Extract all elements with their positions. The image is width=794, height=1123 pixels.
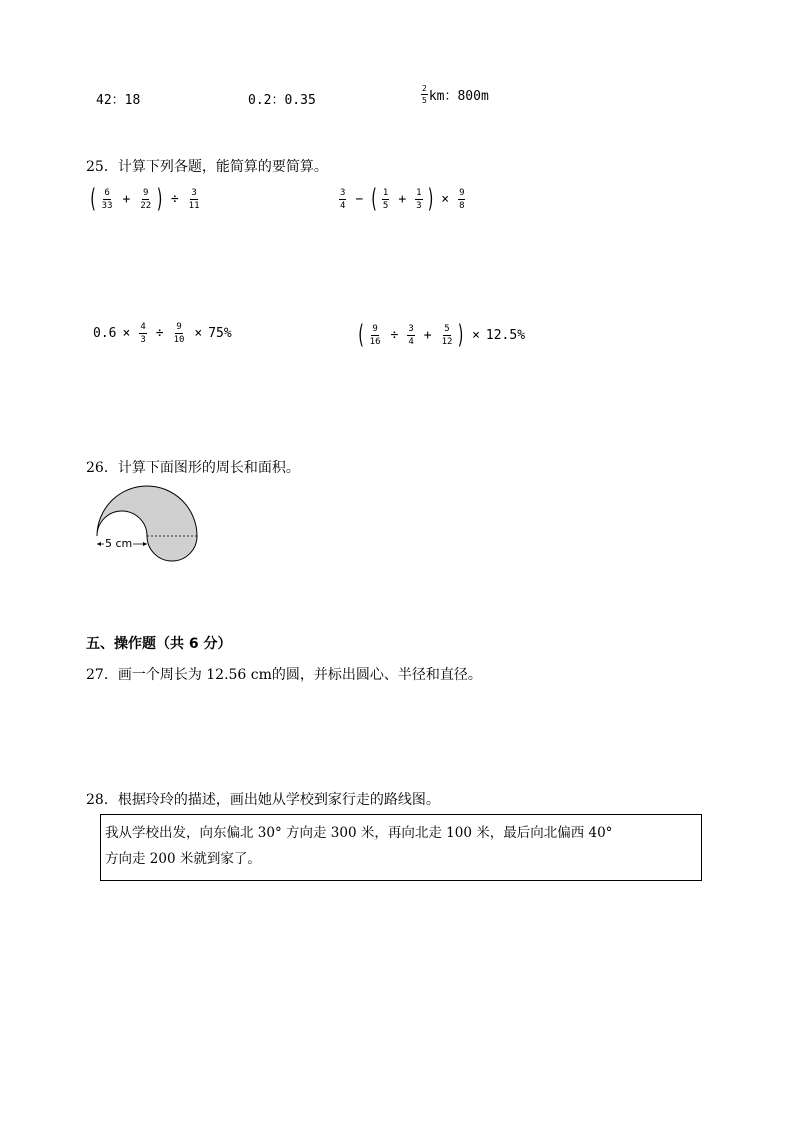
q25-expression-1: [88, 186, 204, 212]
description-line-2: 方向走 200 米就到家了。: [105, 851, 261, 867]
decimal-value: 0.6: [93, 326, 117, 341]
ratio-2: 0.2：0.35: [248, 93, 316, 108]
times-operator: ×: [194, 326, 203, 341]
question-26-title: 26．计算下面图形的周长和面积。: [86, 460, 300, 476]
q25-expression-2: [336, 186, 468, 212]
times-operator: ×: [441, 191, 450, 207]
fraction-denominator: 3: [416, 200, 422, 211]
fraction: [441, 324, 454, 347]
fraction-numerator: 9: [372, 323, 378, 334]
fraction-numerator: 1: [416, 187, 422, 198]
arrow-right-icon: [143, 542, 147, 546]
question-27-title: 27．画一个周长为 12.56 cm的圆，并标出圆心、半径和直径。: [86, 667, 482, 683]
arrow-left-icon: [97, 542, 101, 546]
plus-operator: +: [398, 191, 407, 207]
fraction: [101, 188, 114, 211]
question-25-title: 25．计算下列各题，能简算的要简算。: [86, 159, 328, 175]
fraction-denominator: 10: [173, 335, 185, 345]
question-28-title: 28．根据玲玲的描述，画出她从学校到家行走的路线图。: [86, 792, 440, 808]
fraction: [139, 188, 152, 211]
fraction-denominator: 22: [140, 200, 152, 211]
fraction-numerator: 2: [422, 84, 427, 93]
fraction-denominator: 4: [408, 336, 414, 347]
shaded-semicircle-figure: [90, 480, 206, 566]
percent-value: 75%: [208, 326, 232, 341]
fraction-numerator: 3: [408, 323, 414, 334]
fraction: [139, 322, 146, 345]
q25-expression-4: [356, 322, 525, 348]
fraction-numerator: 9: [143, 187, 149, 198]
ratio-3-fraction: [421, 84, 428, 105]
fraction-numerator: 4: [140, 322, 146, 332]
fraction: [382, 188, 389, 211]
right-paren: ): [456, 320, 466, 350]
dimension-label: 5 cm: [105, 537, 133, 550]
fraction-numerator: 1: [382, 187, 389, 198]
right-paren: ): [426, 184, 435, 214]
times-operator: ×: [122, 326, 131, 341]
fraction-denominator: 33: [101, 200, 113, 211]
fraction-denominator: 8: [459, 200, 465, 211]
fraction-denominator: 12: [441, 336, 453, 347]
divide-operator: ÷: [390, 327, 399, 343]
fraction-numerator: 3: [191, 187, 197, 198]
right-paren: ): [155, 184, 165, 214]
fraction-numerator: 6: [104, 187, 110, 198]
fraction: [415, 188, 422, 211]
q25-expression-3: [93, 322, 232, 345]
fraction: [339, 188, 346, 211]
fraction-numerator: 3: [340, 187, 346, 198]
fraction: [188, 188, 201, 211]
description-box: [100, 814, 702, 881]
fraction-numerator: 9: [176, 322, 182, 332]
left-paren: (: [369, 184, 379, 214]
ratio-1: 42：18: [96, 93, 141, 108]
ratio-3-text: km：800m: [428, 89, 489, 104]
description-line-1: 我从学校出发，向东偏北 30° 方向走 300 米，再向北走 100 米，最后向北偏西 40°: [105, 825, 613, 841]
left-paren: (: [88, 184, 98, 214]
fraction-denominator: 16: [369, 336, 381, 347]
plus-operator: +: [122, 191, 131, 207]
ratio-3: [421, 84, 489, 105]
fraction: [369, 324, 382, 347]
minus-operator: −: [355, 191, 364, 207]
left-paren: (: [356, 320, 366, 350]
percent-value: 12.5%: [485, 327, 526, 343]
fraction-denominator: 5: [382, 200, 389, 211]
fraction: [458, 188, 465, 211]
fraction-numerator: 5: [444, 323, 450, 334]
fraction-denominator: 11: [188, 200, 200, 211]
fraction: [173, 322, 186, 345]
plus-operator: +: [423, 327, 432, 343]
divide-operator: ÷: [170, 191, 179, 207]
section-5-title: 五、操作题（共 6 分）: [86, 636, 232, 652]
fraction-numerator: 9: [459, 187, 465, 198]
fraction-denominator: 5: [422, 96, 427, 105]
divide-operator: ÷: [155, 326, 164, 341]
fraction: [407, 324, 414, 347]
fraction-denominator: 4: [340, 200, 346, 211]
times-operator: ×: [472, 327, 480, 343]
fraction-denominator: 3: [140, 335, 146, 345]
